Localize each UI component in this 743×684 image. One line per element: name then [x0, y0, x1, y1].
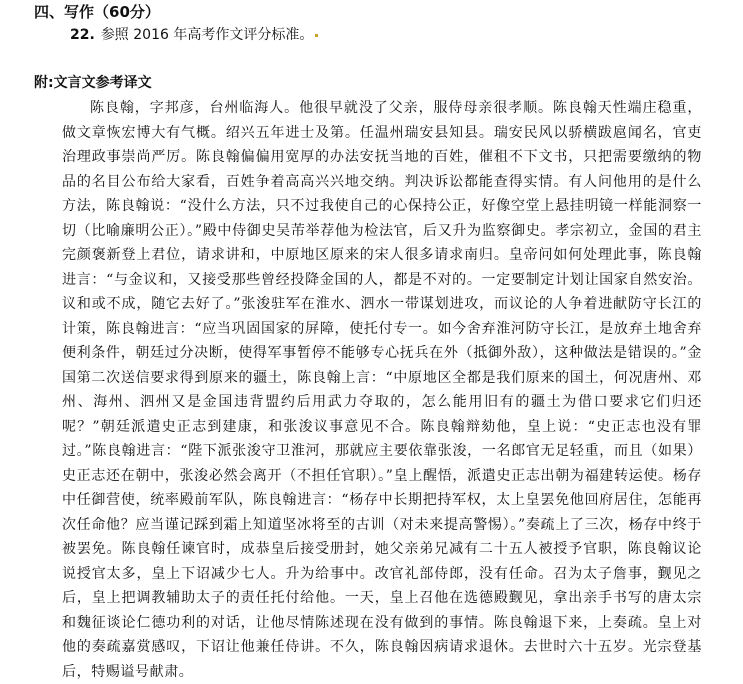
question-number: 22.	[70, 27, 95, 43]
marker-dot-icon	[315, 34, 318, 37]
appendix-heading: 附:文言文参考译文	[34, 75, 152, 91]
question-text: 参照 2016 年高考作文评分标准。	[100, 27, 314, 43]
translation-paragraph: 陈良翰，字邦彦，台州临海人。他很早就没了父亲，服侍母亲很孝顺。陈良翰天性端庄稳重，做文章恢宏博大有气概。绍兴五年进士及第。任温州瑞安县知县。瑞安民风以骄横跋扈闻名，官吏治理政事崇尚严厉。陈良翰偏偏用宽厚的办法安抚当地的百姓，催租不下文书，只把需要缴纳的物品的名目公布给大家看，百姓争着高高兴兴地交纳。判决诉讼都能查得实情。有人问他用的是什么方法，陈良翰说：“没什么方法，只不过我使自己的心保持公正，好像空堂上悬挂明镜一样能洞察一切（比喻廉明公正）。”殿中侍御史吴芾举荐他为检法官，后又升为监察御史。孝宗初立，金国的君主完颜褒新登上君位，请求讲和，中原地区原来的宋人很多请求南归。皇帝问如何处理此事，陈良翰进言：“与金议和，又接受那些曾经投降金国的人，都是不对的。一定要制定计划让国家自然安治。议和或不成，随它去好了。”张浚驻军在淮水、泗水一带谋划进攻，而议论的人争着进献防守长江的计策，陈良翰进言：“应当巩固国家的屏障，使托付专一。如今舍弃淮河防守长江，是放弃土地舍弃便利条件，朝廷过分决断，使得军事暂停不能够专心抚兵在外（抵御外敌），这种做法是错误的。”金国第二次送信要求得到原来的疆土，陈良翰上言：“中原地区全都是我们原来的国土，何况唐州、邓州、海州、泗州又是金国违背盟约后用武力夺取的，怎么能用旧有的疆土为借口要求它们归还呢？”朝廷派遣史正志到建康，和张浚议事意见不合。陈良翰辩劾他，皇上说：“史正志也没有罪过。”陈良翰进言：“陛下派张浚守卫淮河，那就应主要依靠张浚，一名郎官无足轻重，而且（如果）史正志还在朝中，张浚必然会离开（不担任官职）。”皇上醒悟，派遣史正志出朝为福建转运使。杨存中任御营使，统率殿前军队，陈良翰进言：“杨存中长期把持军权，太上皇罢免他回府居住，怎能再次任命他？应当谨记踩到霜上知道坚冰将至的古训（对未来提高警惕）。”奏疏上了三次，杨存中终于被罢免。陈良翰任谏官时，成恭皇后接受册封，她父亲弟兄减有二十五人被授予官职，陈良翰议论说授官太多，皇上下诏减少七人。升为给事中。改官礼部侍郎，没有任命。召为太子詹事，觐见之后，皇上把调教辅助太子的责任托付给他。一天，皇上召他在选德殿觐见，拿出亲手书写的唐太宗和魏征谈论仁德功利的对话，让他尽情陈述现在没有做到的事情。陈良翰退下来，上奏疏。皇上对他的奏疏嘉赏感叹，下诏让他兼任侍讲。不久，陈良翰因病请求退休。去世时六十五岁。光宗登基后，特赐谥号献肃。	[62, 100, 702, 680]
question-22	[70, 25, 318, 45]
section-heading: 四、写作（60分）	[34, 3, 160, 21]
